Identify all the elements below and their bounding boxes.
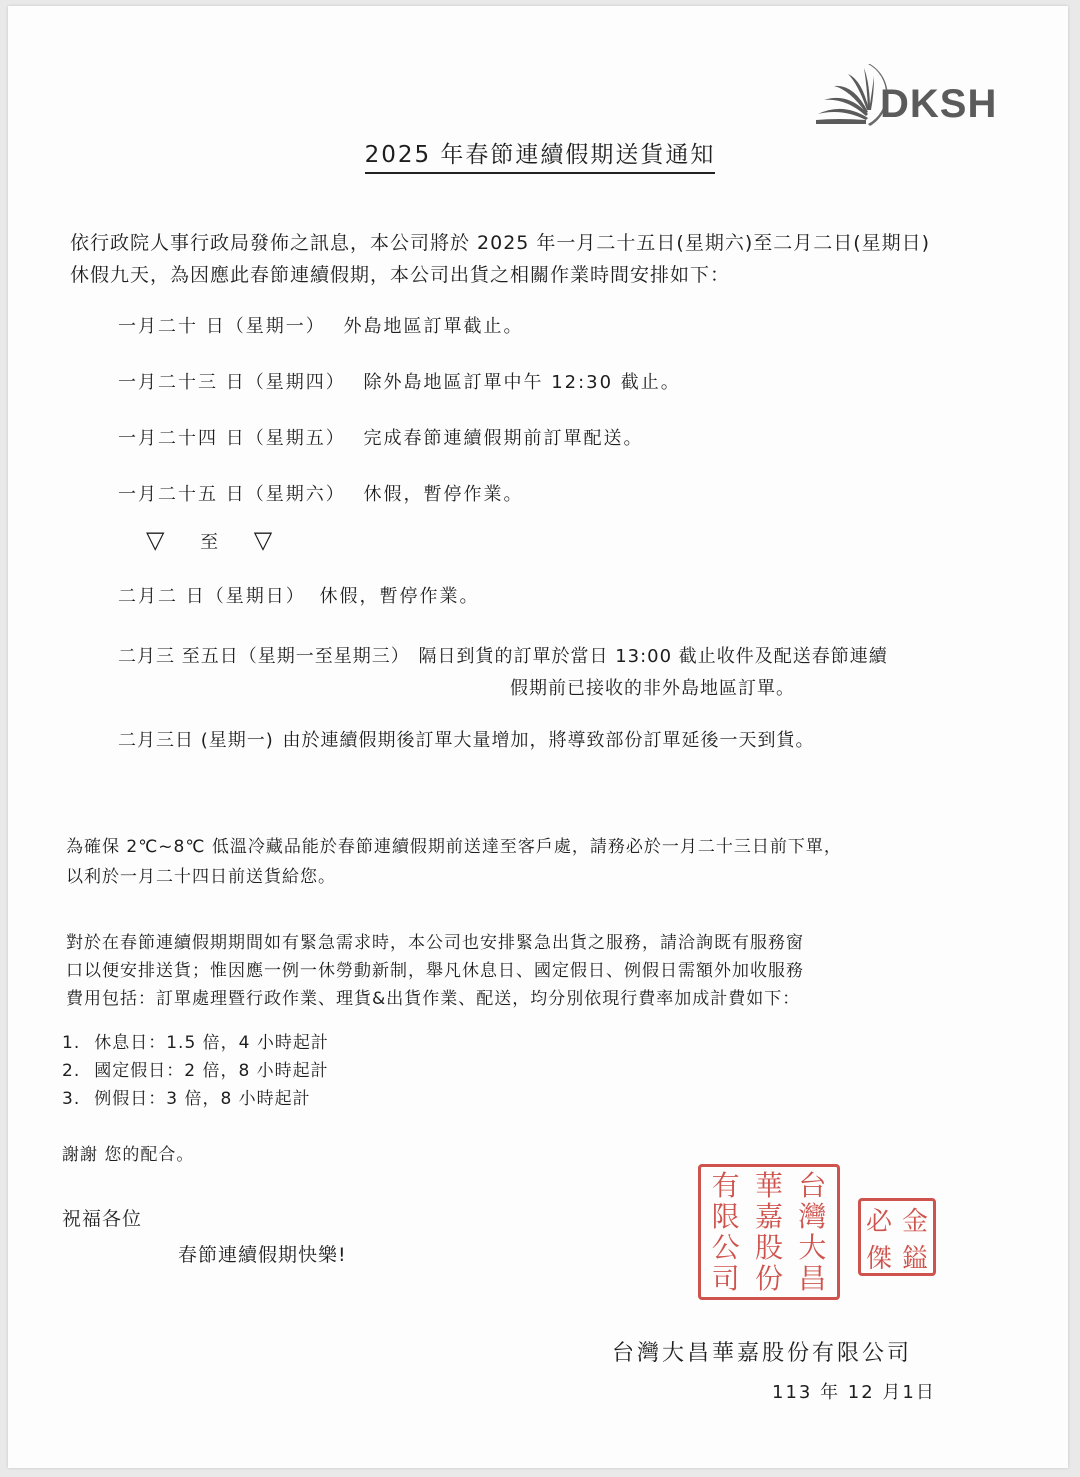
schedule-text: 外島地區訂單截止。	[343, 316, 524, 337]
company-name: 台灣大昌華嘉股份有限公司	[612, 1341, 913, 1366]
schedule-text: 休假，暫停作業。	[319, 586, 480, 607]
seal-character: 公	[711, 1230, 740, 1264]
company-seal	[698, 1164, 840, 1300]
seal-character: 華	[755, 1168, 784, 1202]
seal-character: 傑	[866, 1244, 893, 1274]
greeting-text: 祝福各位	[62, 1208, 143, 1230]
thanks-text: 謝謝 您的配合。	[62, 1145, 195, 1165]
seal-character: 份	[755, 1261, 784, 1295]
seal-character: 股	[755, 1230, 784, 1264]
schedule-text: 由於連續假期後訂單大量增加，將導致部份訂單延後一天到貨。	[282, 730, 815, 751]
schedule-text: 除外島地區訂單中午 12:30 截止。	[363, 372, 681, 393]
intro-line: 休假九天，為因應此春節連續假期，本公司出貨之相關作業時間安排如下：	[70, 264, 731, 286]
range-marker: ▽ 至 ▽	[146, 526, 275, 554]
emergency-line: 口以便安排送貨；惟因應一例一休勞動新制，舉凡休息日、國定假日、例假日需額外加收服務	[66, 961, 804, 981]
schedule-text: 休假，暫停作業。	[363, 484, 524, 505]
schedule-date: 一月二十 日（星期一）	[118, 316, 326, 337]
seal-character: 司	[711, 1261, 740, 1295]
page-title: 2025 年春節連續假期送貨通知	[0, 136, 1080, 169]
schedule-text: 隔日到貨的訂單於當日 13:00 截止收件及配送春節連續	[418, 646, 888, 667]
seal-character: 大	[798, 1230, 827, 1264]
schedule-text-continued: 假期前已接收的非外島地區訂單。	[510, 678, 795, 699]
personal-seal	[858, 1198, 936, 1276]
cold-chain-line: 為確保 2℃~8℃ 低溫冷藏品能於春節連續假期前送達至客戶處，請務必於一月二十三日前下單，	[66, 837, 842, 857]
seal-character: 必	[866, 1207, 893, 1237]
emergency-line: 對於在春節連續假期期間如有緊急需求時，本公司也安排緊急出貨之服務，請洽詢既有服務窗	[66, 933, 804, 953]
emergency-line: 費用包括：訂單處理暨行政作業、理貨&出貨作業、配送，均分別依現行費率加成計費如下：	[66, 989, 801, 1009]
seal-character: 限	[711, 1199, 740, 1233]
seal-character: 鎰	[902, 1244, 929, 1274]
rate-item: 2. 國定假日：2 倍，8 小時起計	[62, 1061, 329, 1081]
seal-character: 金	[902, 1207, 929, 1237]
wish-text: 春節連續假期快樂!	[178, 1244, 347, 1266]
rate-item: 3. 例假日：3 倍，8 小時起計	[62, 1089, 311, 1109]
schedule-item	[118, 480, 523, 506]
schedule-date: 一月二十三 日（星期四）	[118, 372, 346, 393]
schedule-item	[118, 312, 523, 338]
schedule-item	[118, 582, 479, 608]
cold-chain-line: 以利於一月二十四日前送貨給您。	[66, 867, 336, 887]
intro-line: 依行政院人事行政局發佈之訊息，本公司將於 2025 年一月二十五日(星期六)至二月二日(星期日)	[70, 232, 931, 254]
seal-character: 昌	[798, 1261, 827, 1295]
seal-character: 灣	[798, 1199, 827, 1233]
schedule-date: 二月三 至五日（星期一至星期三）	[118, 646, 410, 667]
schedule-item	[118, 726, 815, 752]
schedule-item	[118, 368, 681, 394]
seal-character: 台	[798, 1168, 827, 1202]
rate-item: 1. 休息日：1.5 倍，4 小時起計	[62, 1033, 329, 1053]
down-triangle-icon: ▽	[253, 526, 275, 554]
schedule-item	[118, 424, 643, 450]
schedule-date: 二月三日 (星期一)	[118, 730, 274, 751]
schedule-date: 一月二十四 日（星期五）	[118, 428, 346, 449]
seal-character: 嘉	[755, 1199, 784, 1233]
schedule-date: 一月二十五 日（星期六）	[118, 484, 346, 505]
logo-text: DKSH	[880, 82, 998, 126]
document-date: 113 年 12 月1日	[772, 1382, 936, 1403]
down-triangle-icon: ▽	[146, 526, 167, 554]
schedule-text: 完成春節連續假期前訂單配送。	[363, 428, 644, 449]
schedule-item	[118, 642, 888, 668]
schedule-date: 二月二 日（星期日）	[118, 586, 306, 607]
seal-character: 有	[711, 1168, 740, 1202]
